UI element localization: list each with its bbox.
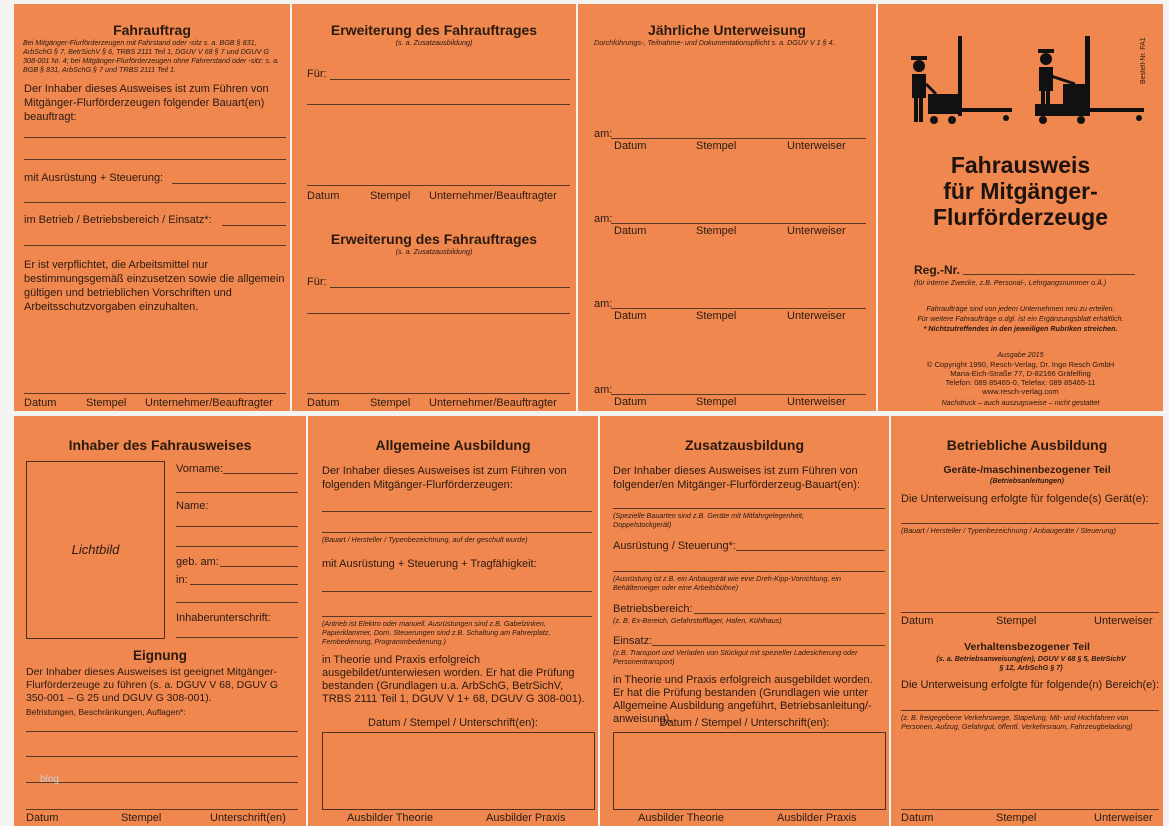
fill-line[interactable]	[901, 523, 1159, 524]
eignung-title: Eignung	[133, 648, 187, 663]
am-label: am:	[594, 298, 613, 310]
allgemeine-note-2: (Antrieb ist Elektro oder manuell. Ausrüstungen sind z.B. Gabelzinken, Papierklammer, Dorn. Steuerungen sind z.B. Schaltung am Fahrerplatz, Fernbedienung, Programmbedienung.)	[322, 619, 551, 646]
panel-inhaber	[14, 416, 306, 826]
geb-label: geb. am:	[176, 556, 219, 568]
reprint-note: Nachdruck – auch auszugsweise – nicht gestattet	[941, 398, 1100, 407]
vorname-label: Vorname:	[176, 463, 224, 475]
signature-line[interactable]	[24, 393, 286, 394]
fill-line[interactable]	[24, 137, 286, 138]
sig-theorie: Ausbilder Theorie	[347, 812, 434, 824]
sig-datum: Datum	[614, 225, 647, 237]
geraete-note: (Bauart / Hersteller / Typenbezeichnung / Anbaugeräte / Steuerung)	[901, 526, 1116, 535]
watermark: blog	[40, 774, 59, 785]
zusatz-title: Zusatzausbildung	[685, 437, 804, 453]
signature-line[interactable]	[26, 809, 298, 810]
am-label: am:	[594, 128, 613, 140]
datum-label: Datum / Stempel / Unterschrift(en):	[368, 717, 538, 729]
cover-title-line-3: Flurförderzeuge	[932, 204, 1109, 230]
allgemeine-title: Allgemeine Ausbildung	[375, 437, 531, 453]
sig-unternehmer: Unternehmer/Beauftragter	[145, 397, 273, 409]
address: Maria-Eich-Straße 77, D-82166 Gräfelfing	[950, 369, 1091, 378]
sig-praxis: Ausbilder Praxis	[777, 812, 857, 824]
use-label: Einsatz:	[613, 635, 653, 647]
allgemeine-note-1: (Bauart / Hersteller / Typenbezeichnung, auf der geschult wurde)	[322, 535, 528, 544]
ort-field[interactable]	[190, 584, 298, 585]
sig-unterschriften: Unterschrift(en)	[210, 812, 286, 824]
sig-theorie: Ausbilder Theorie	[638, 812, 725, 824]
zusatz-note-2: (Ausrüstung ist z.B. ein Anbaugerät wie eine Dreh-Kipp-Vorrichtung, ein Behälterneiger oder eine Arbeitsbühne)	[613, 574, 841, 592]
reg-field[interactable]	[963, 274, 1135, 275]
inhaber-title: Inhaber des Fahrausweises	[68, 437, 252, 453]
sig-datum: Datum	[614, 140, 647, 152]
unterweisung-sub: Durchführungs-, Teilnahme- und Dokumentationspflicht s. a. DGUV V 1 § 4.	[594, 38, 835, 47]
name-label: Name:	[176, 500, 209, 512]
betriebliche-title: Betriebliche Ausbildung	[946, 437, 1108, 453]
phone: Telefon: 089 85465-0, Telefax: 089 85465-11	[945, 378, 1096, 387]
verhalten-sub: (s. a. Betriebsanweisung(en), DGUV V 68 § 5, BetrSichV § 12, ArbSchG § 7)	[936, 654, 1126, 672]
datum-label: Datum / Stempel / Unterschrift(en):	[659, 717, 830, 729]
reg-note: (für interne Zwecke, z.B. Personal-, Lehrgangsnummer o.Ä.)	[914, 278, 1107, 287]
geraete-text: Die Unterweisung erfolgte für folgende(s) Gerät(e):	[901, 493, 1149, 505]
sig-stempel: Stempel	[996, 812, 1037, 824]
fill-line[interactable]	[901, 710, 1159, 711]
signature-line[interactable]	[307, 185, 570, 186]
fill-line[interactable]	[26, 782, 298, 783]
am-field[interactable]	[611, 138, 866, 139]
unterschrift-field[interactable]	[176, 637, 298, 638]
fahrauftrag-note: Bei Mitgänger-Flurförderzeugen mit Fahrstand oder -sitz s. a. BGB § 831, ArbSchG § 7, BetrSichV § 6, TRBS 2111 Teil 1, DGUV V 68 § 7 und DGUV G 308-001 Nr. 4; bei Mitgänger-Flurförderzeugen ohne Fahrerstand oder -sitz: s. a. BGB § 831, ArbSchG § 7 und TRBS 2111 Teil 1.	[23, 38, 280, 74]
am-label: am:	[594, 213, 613, 225]
verhalten-text: Die Unterweisung erfolgte für folgende(n) Bereich(e):	[901, 679, 1160, 691]
site-label: im Betrieb / Betriebsbereich / Einsatz*:	[24, 214, 212, 226]
signature-line[interactable]	[307, 393, 570, 394]
website[interactable]: www.resch-verlag.com	[982, 387, 1059, 396]
sig-stempel: Stempel	[370, 190, 411, 202]
use-field[interactable]	[652, 645, 885, 646]
fill-line[interactable]	[322, 616, 592, 617]
copyright: © Copyright 1990, Resch-Verlag, Dr. Ingo Resch GmbH	[926, 360, 1115, 369]
signature-box[interactable]	[322, 732, 595, 810]
signature-line[interactable]	[901, 809, 1159, 810]
photo-box[interactable]	[26, 461, 165, 639]
sig-stempel: Stempel	[121, 812, 162, 824]
am-label: am:	[594, 384, 613, 396]
publisher	[878, 360, 1163, 396]
info-2: Für weitere Fahraufträge o.dgl. ist ein Ergänzungsblatt erhältlich.	[917, 314, 1124, 323]
ort-label: in:	[176, 574, 188, 586]
name-field[interactable]	[176, 526, 298, 527]
site-field[interactable]	[222, 225, 286, 226]
sig-stempel: Stempel	[696, 225, 737, 237]
zusatz-note-1: (Spezielle Bauarten sind z.B. Geräte mit Mitfahrgelegenheit, Doppelstockgerät)	[613, 511, 804, 529]
fill-line[interactable]	[26, 756, 298, 757]
sig-stempel: Stempel	[696, 396, 737, 408]
panel-unterweisung	[578, 4, 876, 411]
verhalten-title: Verhaltensbezogener Teil	[964, 641, 1090, 653]
equipment-label: mit Ausrüstung + Steuerung + Tragfähigkeit:	[322, 558, 537, 570]
fill-line[interactable]	[307, 104, 570, 105]
geb-field[interactable]	[220, 566, 298, 567]
sig-datum: Datum	[307, 190, 340, 202]
allgemeine-intro: Der Inhaber dieses Ausweises ist zum Führen von folgenden Mitgänger-Flurförderzeugen:	[322, 465, 567, 491]
sig-stempel: Stempel	[996, 615, 1037, 627]
equipment-field[interactable]	[736, 550, 885, 551]
sig-unterweiser: Unterweiser	[787, 225, 846, 237]
panel-allgemeine-ausbildung	[308, 416, 598, 826]
sig-datum: Datum	[24, 397, 57, 409]
panel-zusatzausbildung	[600, 416, 889, 826]
fill-line[interactable]	[24, 202, 286, 203]
fill-line[interactable]	[24, 245, 286, 246]
sig-unternehmer: Unternehmer/Beauftragter	[429, 190, 557, 202]
signature-line[interactable]	[901, 612, 1159, 613]
fill-line[interactable]	[26, 731, 298, 732]
photo-label: Lichtbild	[71, 542, 120, 557]
fill-line[interactable]	[322, 532, 592, 533]
erweiterung-title-1: Erweiterung des Fahrauftrages	[330, 22, 538, 38]
am-field[interactable]	[611, 308, 866, 309]
sig-stempel: Stempel	[696, 140, 737, 152]
sig-unterweiser: Unterweiser	[1094, 812, 1153, 824]
erweiterung-title-2: Erweiterung des Fahrauftrages	[330, 231, 538, 247]
cover-title	[878, 152, 1163, 230]
obligation-text: Er ist verpflichtet, die Arbeitsmittel nur bestimmungsgemäß einzusetzen sowie die allgemein gültigen und betrieblichen Vorschriften und Arbeitsschutzvorgaben einzuhalten.	[24, 259, 285, 313]
equipment-field[interactable]	[172, 183, 286, 184]
fuer-label-1: Für:	[307, 68, 327, 80]
sig-stempel: Stempel	[696, 310, 737, 322]
info-1: Fahraufträge sind von jedem Unternehmen neu zu erteilen.	[926, 304, 1115, 313]
fahrauftrag-title: Fahrauftrag	[113, 22, 191, 38]
fuer-field-1[interactable]	[330, 79, 570, 80]
cover-title-line-2: für Mitgänger-	[943, 178, 1098, 204]
geraete-title: Geräte-/maschinenbezogener Teil	[943, 464, 1111, 476]
sig-stempel: Stempel	[86, 397, 127, 409]
sig-datum: Datum	[26, 812, 59, 824]
pallet-truck-icon	[906, 34, 1016, 126]
fuer-label-2: Für:	[307, 276, 327, 288]
area-field[interactable]	[694, 613, 885, 614]
sig-unterweiser: Unterweiser	[787, 140, 846, 152]
fill-line[interactable]	[176, 492, 298, 493]
erweiterung-sub-2: (s. a. Zusatzausbildung)	[395, 247, 473, 256]
panel-betriebliche-ausbildung	[891, 416, 1163, 826]
am-field[interactable]	[611, 394, 866, 395]
area-label: Betriebsbereich:	[613, 603, 693, 615]
sig-praxis: Ausbilder Praxis	[486, 812, 566, 824]
fahrauftrag-intro: Der Inhaber dieses Ausweises ist zum Führen von Mitgänger-Flurförderzeugen folgender Bauart(en) beauftragt:	[24, 83, 269, 123]
sig-datum: Datum	[614, 310, 647, 322]
unterschrift-label: Inhaberunterschrift:	[176, 612, 271, 624]
fill-line[interactable]	[176, 546, 298, 547]
fill-line[interactable]	[307, 313, 570, 314]
fill-line[interactable]	[613, 508, 885, 509]
reg-label: Reg.-Nr.	[914, 263, 961, 277]
ride-on-pallet-truck-icon	[1033, 34, 1148, 126]
fill-line[interactable]	[24, 159, 286, 160]
sig-datum: Datum	[614, 396, 647, 408]
fuer-field-2[interactable]	[330, 287, 570, 288]
erweiterung-sub-1: (s. a. Zusatzausbildung)	[395, 38, 473, 47]
eignung-text: Der Inhaber dieses Ausweises ist geeignet Mitgänger-Flurförderzeuge zu führen (s. a. DGUV V 68, DGUV G 350-001 – G 25 und DGUV G 308-001).	[26, 666, 279, 704]
zusatz-note-3: (z. B. Ex-Bereich, Gefahrstofflager, Hafen, Kühlhaus)	[613, 616, 782, 625]
zusatz-result: in Theorie und Praxis erfolgreich ausgebildet worden. Er hat die Prüfung bestanden (Grundlagen wie unter Allgemeine Ausbildung angeführt, Betriebsanleitung/-anweisung).	[613, 674, 873, 725]
panel-cover	[878, 4, 1163, 411]
sig-unterweiser: Unterweiser	[787, 396, 846, 408]
sig-stempel: Stempel	[370, 397, 411, 409]
info-3: * Nichtzutreffendes in den jeweiligen Rubriken streichen.	[923, 324, 1118, 333]
panel-fahrauftrag	[14, 4, 290, 411]
equipment-label: mit Ausrüstung + Steuerung:	[24, 172, 164, 184]
vorname-field[interactable]	[223, 473, 298, 474]
edition: Ausgabe 2015	[997, 350, 1044, 359]
order-number: Bestell-Nr. FA1	[1140, 37, 1147, 84]
fill-line[interactable]	[322, 591, 592, 592]
fill-line[interactable]	[176, 602, 298, 603]
sig-unterweiser: Unterweiser	[1094, 615, 1153, 627]
sig-datum: Datum	[307, 397, 340, 409]
am-field[interactable]	[611, 223, 866, 224]
verhalten-note: (z. B. freigegebene Verkehrswege, Stapelung, Mit- und Hochfahren von Personen, Aufzug, Gefahrgut, öffentl. Verkehrsraum, Fahrzeugbeladung)	[901, 713, 1133, 731]
limits-label: Befristungen, Beschränkungen, Auflagen*:	[26, 707, 186, 717]
fill-line[interactable]	[613, 571, 885, 572]
panel-erweiterung	[292, 4, 576, 411]
equipment-label: Ausrüstung / Steuerung*:	[613, 540, 736, 552]
signature-box[interactable]	[613, 732, 886, 810]
zusatz-intro: Der Inhaber dieses Ausweises ist zum Führen von folgender/en Mitgänger-Flurförderzeug-Bauart(en):	[613, 465, 861, 491]
sig-datum: Datum	[901, 615, 934, 627]
sig-unternehmer: Unternehmer/Beauftragter	[429, 397, 557, 409]
sig-datum: Datum	[901, 812, 934, 824]
fill-line[interactable]	[322, 511, 592, 512]
zusatz-note-4: (z.B. Transport und Verladen von Stückgut mit spezieller Ladesicherung oder Personentransport)	[613, 648, 858, 666]
cover-title-line-1: Fahrausweis	[950, 152, 1091, 178]
allgemeine-result: in Theorie und Praxis erfolgreich ausgebildet/unterwiesen worden. Er hat die Prüfung bestanden (Grundlagen u.a. ArbSchG, BetrSichV, TRBS 2111 Teil 1, DGUV V 1+ 68, DGUV G 308-001).	[322, 654, 585, 705]
geraete-sub: (Betriebsanleitungen)	[990, 476, 1064, 485]
sig-unterweiser: Unterweiser	[787, 310, 846, 322]
unterweisung-title: Jährliche Unterweisung	[648, 22, 806, 38]
